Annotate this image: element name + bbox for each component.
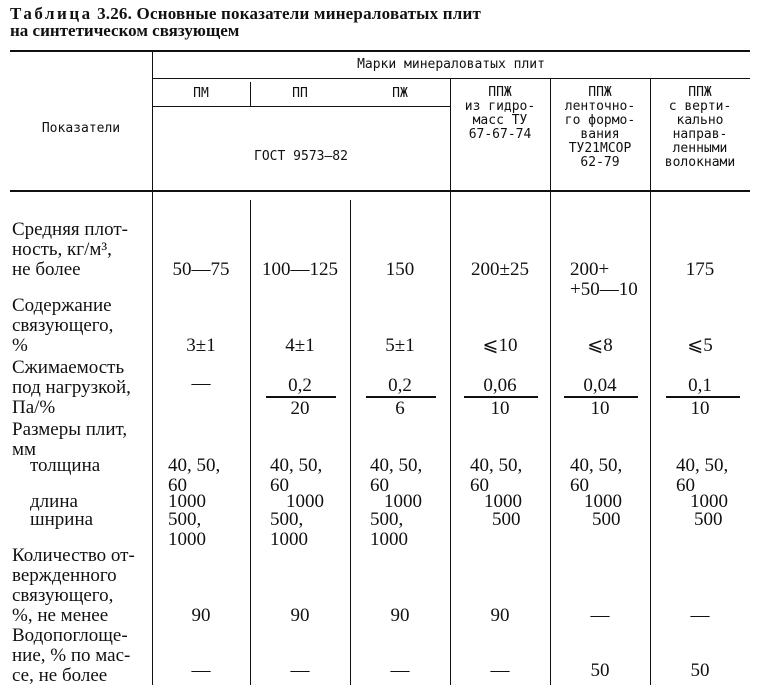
cured-pm: 90 [191, 605, 211, 626]
length-ppzh-tape: 1000 [584, 491, 622, 512]
binder-ppzh-hydro: ⩽10 [482, 335, 518, 356]
thickness-ppzh-tape: 40, 50, 60 [570, 455, 623, 496]
length-ppzh-vertical: 1000 [690, 491, 728, 512]
binder-ppzh-vertical: ⩽5 [687, 335, 713, 356]
compress-pzh-den: 6 [395, 398, 405, 419]
caption-number: 3.26. [97, 4, 133, 23]
compress-ppzh-tape-num: 0,04 [583, 375, 617, 396]
width-pp: 500, 1000 [270, 509, 308, 550]
compress-ppzh-hydro-num: 0,06 [483, 375, 517, 396]
table-top-rule [10, 50, 750, 52]
width-pzh: 500, 1000 [370, 509, 408, 550]
width-ppzh-tape: 500 [592, 509, 621, 530]
cured-pzh: 90 [390, 605, 410, 626]
density-pp: 100—125 [262, 259, 338, 280]
header-ppzh-hydro: ППЖ из гидро- масс ТУ 67-67-74 [464, 85, 536, 142]
caption-prefix: Таблица [10, 4, 93, 23]
thickness-ppzh-vertical: 40, 50, 60 [676, 455, 729, 496]
row-label-sizes: Размеры плит, мм [12, 419, 128, 460]
compress-pzh-num: 0,2 [388, 375, 412, 396]
brands-rule [152, 78, 750, 79]
water-pzh: — [390, 660, 410, 681]
thickness-pzh: 40, 50, 60 [370, 455, 423, 496]
table-caption-line2: на синтетическом связующем [10, 21, 240, 40]
water-pm: — [191, 660, 211, 681]
header-brands: Марки минераловатых плит [357, 57, 545, 72]
density-ppzh-vertical: 175 [685, 259, 715, 280]
compress-pp-den: 20 [290, 398, 310, 419]
header-pp: ПП [292, 86, 308, 101]
thickness-pm: 40, 50, 60 [168, 455, 221, 496]
cured-ppzh-tape: — [590, 605, 610, 626]
header-ppzh-tape: ППЖ ленточно- го формо- вания ТУ21МСОР 62-79 [564, 85, 636, 170]
density-pzh: 150 [385, 259, 415, 280]
header-indicators: Показатели [41, 121, 121, 136]
length-pm: 1000 [168, 491, 206, 512]
length-pp: 1000 [286, 491, 324, 512]
header-pm: ПМ [193, 86, 209, 101]
binder-ppzh-tape: ⩽8 [587, 335, 613, 356]
length-pzh: 1000 [384, 491, 422, 512]
cured-ppzh-hydro: 90 [490, 605, 510, 626]
thickness-pp: 40, 50, 60 [270, 455, 323, 496]
compress-pm: — [191, 373, 211, 394]
density-pm: 50—75 [172, 259, 230, 280]
width-ppzh-vertical: 500 [694, 509, 723, 530]
sublabel-length: длина [30, 491, 78, 512]
binder-pp: 4±1 [285, 335, 315, 356]
water-ppzh-hydro: — [490, 660, 510, 681]
header-bottom-rule [10, 190, 750, 192]
density-ppzh-tape: 200+ +50—10 [570, 259, 638, 300]
header-pzh: ПЖ [392, 86, 408, 101]
width-pm: 500, 1000 [168, 509, 206, 550]
caption-title: Основные показатели минераловатых плит [136, 4, 482, 23]
cured-pp: 90 [290, 605, 310, 626]
water-ppzh-vertical: 50 [690, 660, 710, 681]
binder-pzh: 5±1 [385, 335, 415, 356]
compress-ppzh-hydro-den: 10 [490, 398, 510, 419]
density-ppzh-hydro: 200±25 [471, 259, 529, 280]
compress-ppzh-vertical-den: 10 [690, 398, 710, 419]
row-label-density: Средняя плот- ность, кг/м³, не более [12, 219, 128, 280]
compress-ppzh-vertical-num: 0,1 [688, 375, 712, 396]
compress-ppzh-tape-den: 10 [590, 398, 610, 419]
water-pp: — [290, 660, 310, 681]
width-ppzh-hydro: 500 [492, 509, 521, 530]
sublabel-thickness: толщина [30, 455, 101, 476]
header-ppzh-vertical: ППЖ с верти- кально направ- ленными волокнами [664, 85, 736, 170]
row-label-binder: Содержание связующего, % [12, 295, 114, 356]
binder-pm: 3±1 [186, 335, 216, 356]
compress-pp-num: 0,2 [288, 375, 312, 396]
marks-rule [152, 106, 450, 107]
sublabel-width: шнрина [30, 509, 94, 530]
col-divider-1 [152, 52, 153, 685]
row-label-cured: Количество от- вержденного связующего, %, не менее [12, 545, 135, 626]
row-label-water: Водопоглоще- ние, % по мас- се, не более [12, 625, 131, 686]
cured-ppzh-vertical: — [690, 605, 710, 626]
header-gost: ГОСТ 9573—82 [254, 149, 348, 164]
thickness-ppzh-hydro: 40, 50, 60 [470, 455, 523, 496]
row-label-compress: Сжимаемость под нагрузкой, Па/% [12, 357, 131, 418]
water-ppzh-tape: 50 [590, 660, 610, 681]
length-ppzh-hydro: 1000 [484, 491, 522, 512]
